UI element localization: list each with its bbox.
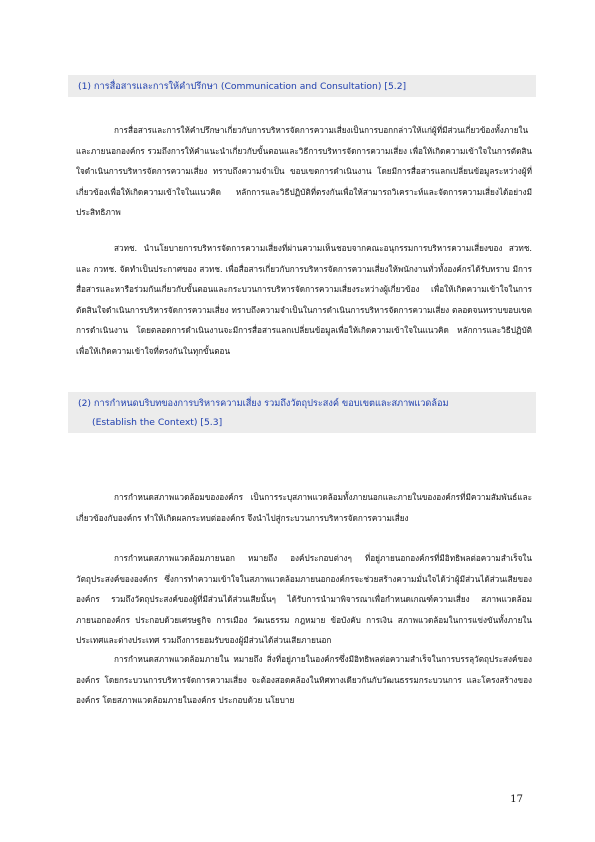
page-number: 17 [510,794,523,805]
section-2-paragraph-2: การกำหนดสภาพแวดล้อมภายนอก หมายถึง องค์ประกอบต่างๆ ที่อยู่ภายนอกองค์กรที่มีอิทธิพลต่อความสำเร็จในวัตถุประสงค์ขององค์กร ซึ่งการทำความเข้าใจในสภาพแวดล้อมภายนอกองค์กรจะช่วยสร้างความมั่นใจได้ว่าผู้มีส่วนได้ส่วนเสียขององค์กร รวมถึงวัตถุประสงค์ของผู้ที่มีส่วนได้ส่วนเสียนั้นๆ ได้รับการนำมาพิจารณาเพื่อกำหนดเกณฑ์ความเสี่ยง สภาพแวดล้อมภายนอกองค์กร ประกอบด้วยเศรษฐกิจ การเมือง วัฒนธรรม กฎหมาย ข้อบังคับ การเงิน สภาพแวดล้อมในการแข่งขันทั้งภายในประเทศและต่างประเทศ รวมถึงการยอมรับของผู้มีส่วนได้ส่วนเสียภายนอก [76,553,532,646]
section-2-heading-line-2: (Establish the Context) [5.3] [92,417,223,428]
section-1-paragraph-2: สวทช. นำนโยบายการบริหารจัดการความเสี่ยงที่ผ่านความเห็นชอบจากคณะอนุกรรมการบริหารความเสี่ยงของ สวทช. และ กวทช. จัดทำเป็นประกาศของ สวทช. เพื่อสื่อสารเกี่ยวกับการบริหารจัดการความเสี่ยงให้พนักงานทั่วทั้งองค์กรได้รับทราบ มีการสื่อสารและหารือร่วมกันเกี่ยวกับขั้นตอนและกระบวนการบริหารจัดการความเสี่ยงระหว่างผู้เกี่ยวข้อง เพื่อให้เกิดความเข้าใจในการตัดสินใจดำเนินการบริหารจัดการความเสี่ยง ทราบถึงความจำเป็นในการดำเนินการบริหารจัดการความเสี่ยง ตลอดจนทราบขอบเขตการดำเนินงาน โดยตลอดการดำเนินงานจะมีการสื่อสารแลกเปลี่ยนข้อมูลเพื่อให้เกิดความเข้าใจในแนวคิด หลักการและวิธีปฏิบัติเพื่อให้เกิดความเข้าใจที่ตรงกันในทุกขั้นตอน [76,243,532,356]
section-1-paragraph-1: การสื่อสารและการให้คำปรึกษาเกี่ยวกับการบริหารจัดการความเสี่ยงเป็นการบอกกล่าวให้แก่ผู้ที่มีส่วนเกี่ยวข้องทั้งภายในและภายนอกองค์กร รวมถึงการให้คำแนะนำเกี่ยวกับขั้นตอนและวิธีการบริหารจัดการความเสี่ยง เพื่อให้เกิดความเข้าใจในการตัดสินใจดำเนินการบริหารจัดการความเสี่ยง ทราบถึงความจำเป็น ขอบเขตการดำเนินงาน โดยมีการสื่อสารแลกเปลี่ยนข้อมูลระหว่างผู้ที่เกี่ยวข้องเพื่อให้เกิดความเข้าใจในแนวคิด หลักการและวิธีปฏิบัติที่ตรงกันเพื่อให้สามารถวิเคราะห์และจัดการความเสี่ยงได้อย่างมีประสิทธิภาพ [76,125,532,218]
section-2-paragraph-3: การกำหนดสภาพแวดล้อมภายใน หมายถึง สิ่งที่อยู่ภายในองค์กรซึ่งมีอิทธิพลต่อความสำเร็จในการบรรลุวัตถุประสงค์ขององค์กร โดยกระบวนการบริหารจัดการความเสี่ยง จะต้องสอดคล้องในทิศทางเดียวกันกับวัฒนธรรมกระบวนการ และโครงสร้างขององค์กร โดยสภาพแวดล้อมภายในองค์กร ประกอบด้วย นโยบาย [76,654,532,706]
section-2-paragraph-1: การกำหนดสภาพแวดล้อมขององค์กร เป็นการระบุสภาพแวดล้อมทั้งภายนอกและภายในขององค์กรที่มีความสัมพันธ์และเกี่ยวข้องกับองค์กร ทำให้เกิดผลกระทบต่อองค์กร จึงนำไปสู่กระบวนการบริหารจัดการความเสี่ยง [76,492,532,523]
section-2-heading [68,392,536,433]
section-1-heading-text: (1) การสื่อสารและการให้คำปรึกษา (Communication and Consultation) [5.2] [78,81,407,92]
section-1-heading [68,75,536,97]
section-2-heading-line-1: (2) การกำหนดบริบทของการบริหารความเสี่ยง รวมถึงวัตถุประสงค์ ขอบเขตและสภาพแวดล้อม [78,398,449,409]
